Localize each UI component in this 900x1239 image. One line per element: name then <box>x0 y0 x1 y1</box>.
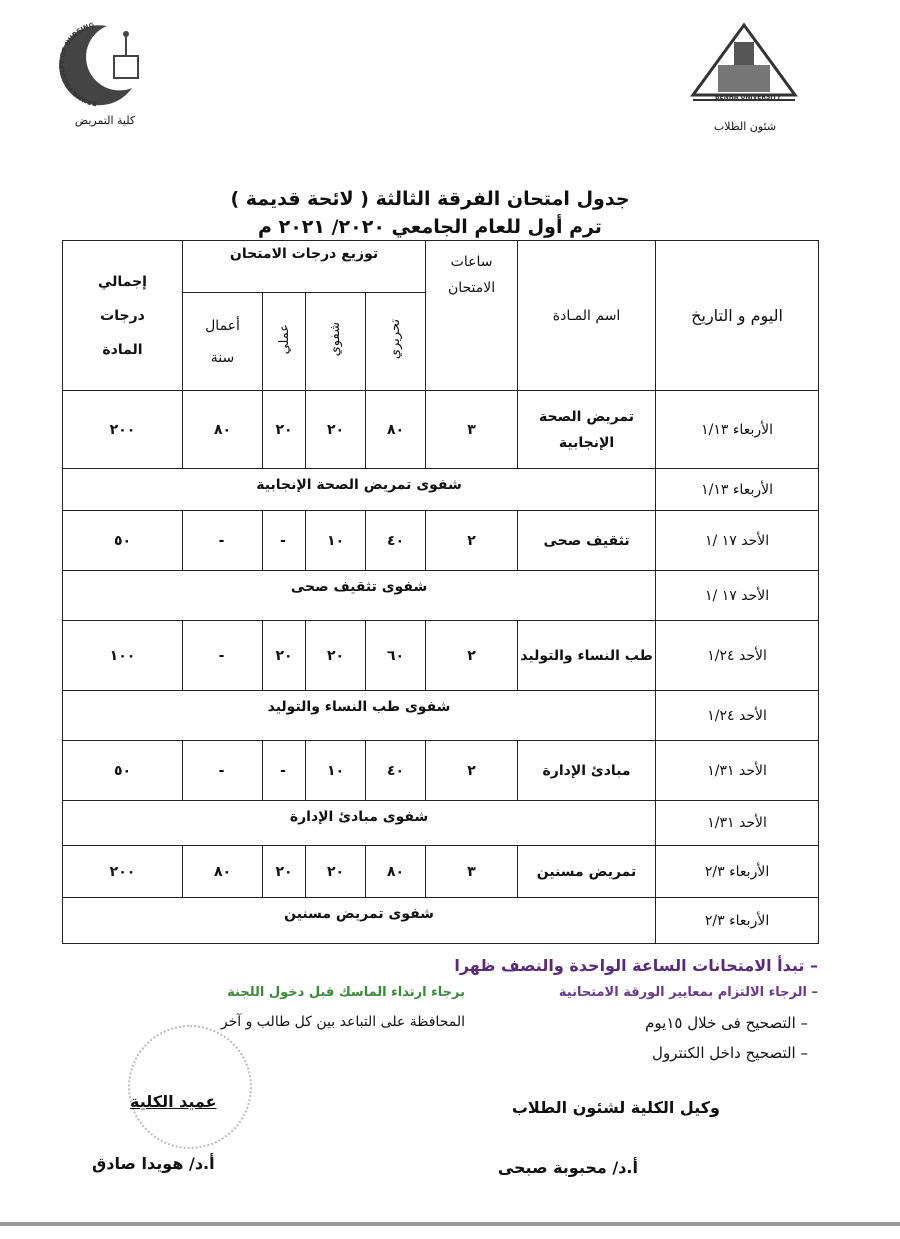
total-cell: ٥٠ <box>63 741 183 801</box>
hours-cell: ٣ <box>426 391 518 469</box>
subject-cell: تمريض الصحة الإنجابية <box>518 391 656 469</box>
note-correction-place: – التصحيح داخل الكنترول <box>652 1044 808 1062</box>
dean-name: أ.د/ هويدا صادق <box>92 1154 215 1173</box>
hours-cell: ٢ <box>426 621 518 691</box>
header-year-work: أعمال سنة <box>183 293 263 391</box>
hours-cell: ٢ <box>426 741 518 801</box>
written-cell: ٦٠ <box>366 621 426 691</box>
oral-exam-row <box>63 898 819 944</box>
oral-exam-row <box>63 469 819 511</box>
date-cell: الأربعاء ١/١٣ <box>656 391 819 469</box>
practical-cell: - <box>263 741 306 801</box>
benha-university-logo-text: BENHA UNIVERSITY <box>715 94 781 101</box>
dean-title: عميد الكلية <box>130 1092 217 1111</box>
subject-cell: مبادئ الإدارة <box>518 741 656 801</box>
note-mask: برجاء ارتداء الماسك قبل دخول اللجنة <box>227 985 465 1000</box>
oral-cell: ٢٠ <box>306 846 366 898</box>
note-exam-paper: – الرجاء الالتزام بمعايير الورقة الامتحانية <box>558 985 818 1000</box>
exam-schedule-table <box>62 240 819 944</box>
student-affairs-label: شئون الطلاب <box>713 120 777 133</box>
date-cell: الأحد ١/٣١ <box>656 741 819 801</box>
year-work-cell: ٨٠ <box>183 391 263 469</box>
subject-cell: تمريض مسنين <box>518 846 656 898</box>
practical-cell: ٢٠ <box>263 846 306 898</box>
total-cell: ٥٠ <box>63 511 183 571</box>
oral-exam-cell: شفوى تمريض مسنين <box>63 898 656 944</box>
benha-university-logo <box>688 20 800 112</box>
year-work-cell: - <box>183 511 263 571</box>
official-stamp <box>128 1025 252 1149</box>
year-work-cell: ٨٠ <box>183 846 263 898</box>
note-distancing: المحافظة على التباعد بين كل طالب و آخر <box>220 1014 465 1030</box>
scan-edge <box>0 1222 900 1226</box>
header-practical: عملي <box>263 293 306 391</box>
practical-cell: ٢٠ <box>263 391 306 469</box>
oral-cell: ١٠ <box>306 511 366 571</box>
header-oral: شفوي <box>306 293 366 391</box>
written-cell: ٤٠ <box>366 511 426 571</box>
vice-dean-title: وكيل الكلية لشئون الطلاب <box>511 1098 720 1117</box>
exam-row <box>63 511 819 571</box>
practical-cell: ٢٠ <box>263 621 306 691</box>
oral-cell: ٢٠ <box>306 391 366 469</box>
oral-cell: ٢٠ <box>306 621 366 691</box>
total-cell: ١٠٠ <box>63 621 183 691</box>
vice-dean-name: أ.د/ محبوبة صبحى <box>497 1158 638 1177</box>
oral-exam-row <box>63 801 819 846</box>
exam-row <box>63 621 819 691</box>
oral-exam-cell: شفوى مبادئ الإدارة <box>63 801 656 846</box>
hours-cell: ٣ <box>426 846 518 898</box>
date-cell: الأحد ١/٢٤ <box>656 621 819 691</box>
note-correction-period: – التصحيح فى خلال ١٥يوم <box>645 1014 808 1032</box>
hours-cell: ٢ <box>426 511 518 571</box>
written-cell: ٨٠ <box>366 391 426 469</box>
header-date: اليوم و التاريخ <box>656 241 819 391</box>
nursing-faculty-logo <box>52 18 142 110</box>
oral-date-cell: الأربعاء ٢/٣ <box>656 898 819 944</box>
oral-exam-cell: شفوى طب النساء والتوليد <box>63 691 656 741</box>
nursing-faculty-logo-text: BENHA FACULTY OF NURSING <box>57 20 98 108</box>
exam-row <box>63 391 819 469</box>
page-subtitle: ترم أول للعام الجامعي ٢٠٢٠/ ٢٠٢١ م <box>258 216 602 238</box>
oral-exam-row <box>63 571 819 621</box>
header-total: إجمالي درجات المادة <box>63 241 183 391</box>
oral-exam-cell: شفوى تمريض الصحة الإنجابية <box>63 469 656 511</box>
date-cell: الأربعاء ٢/٣ <box>656 846 819 898</box>
total-cell: ٢٠٠ <box>63 846 183 898</box>
oral-date-cell: الأحد ١٧ /١ <box>656 571 819 621</box>
header-row <box>63 241 819 293</box>
header-distribution: توزيع درجات الامتحان <box>183 241 426 293</box>
header-hours: ساعات الامتحان <box>426 241 518 391</box>
subject-cell: تثقيف صحى <box>518 511 656 571</box>
oral-cell: ١٠ <box>306 741 366 801</box>
note-start-time: – تبدأ الامتحانات الساعة الواحدة والنصف ظهرا <box>454 956 818 975</box>
exam-row <box>63 741 819 801</box>
page-title: جدول امتحان الفرقة الثالثة ( لائحة قديمة ) <box>230 188 630 210</box>
year-work-cell: - <box>183 621 263 691</box>
year-work-cell: - <box>183 741 263 801</box>
oral-exam-row <box>63 691 819 741</box>
subject-cell: طب النساء والتوليد <box>518 621 656 691</box>
date-cell: الأحد ١٧ /١ <box>656 511 819 571</box>
oral-exam-cell: شفوى تثقيف صحى <box>63 571 656 621</box>
oral-date-cell: الأحد ١/٢٤ <box>656 691 819 741</box>
header-written: تحريري <box>366 293 426 391</box>
oral-date-cell: الأحد ١/٣١ <box>656 801 819 846</box>
practical-cell: - <box>263 511 306 571</box>
exam-row <box>63 846 819 898</box>
written-cell: ٨٠ <box>366 846 426 898</box>
oral-date-cell: الأربعاء ١/١٣ <box>656 469 819 511</box>
header-subject: اسم المـادة <box>518 241 656 391</box>
written-cell: ٤٠ <box>366 741 426 801</box>
total-cell: ٢٠٠ <box>63 391 183 469</box>
nursing-faculty-label: كلية التمريض <box>74 114 136 127</box>
